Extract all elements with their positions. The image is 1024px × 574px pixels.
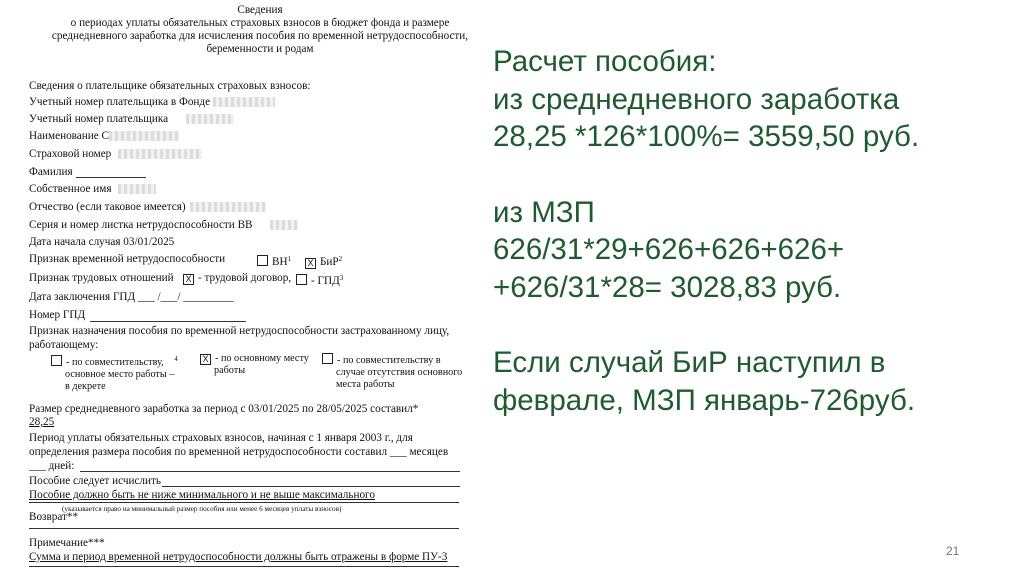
gpd-date: Дата заключения ГПД ___ /___/ _________ bbox=[29, 291, 234, 303]
calc-note-2: феврале, МЗП январь-726руб. bbox=[493, 383, 916, 417]
field-name-org: Наименование С bbox=[29, 130, 109, 142]
checkbox-gpd bbox=[296, 274, 307, 285]
field-first-name: Собственное имя bbox=[29, 183, 112, 195]
scanned-form bbox=[0, 0, 480, 574]
field-patronymic: Отчество (если таковое имеется) bbox=[29, 201, 186, 213]
assign-label: Признак назначения пособия по временной нетрудоспособности застрахованному лицу, bbox=[29, 325, 450, 337]
option-bir: X БиР$^2$ bbox=[305, 253, 342, 269]
refund-label: Возврат** bbox=[29, 511, 79, 523]
period-label: Период уплаты обязательных страховых взносов, начиная с 1 января 2003 г., для bbox=[29, 432, 413, 444]
option-gpd: - ГПД$^3$ bbox=[296, 272, 343, 288]
period-label-3: ___ дней: bbox=[29, 460, 75, 472]
note-text: Сумма и период временной нетрудоспособности должны быть отражены в форме ПУ-3 bbox=[29, 551, 448, 563]
calc-from-avg-earnings: из среднедневного заработка bbox=[493, 82, 900, 116]
checkbox-labor-contract-checked: X bbox=[183, 274, 194, 285]
form-title: Сведения bbox=[237, 4, 283, 16]
page-number: 21 bbox=[946, 544, 960, 558]
field-surname: Фамилия bbox=[29, 166, 73, 178]
calc-avg-formula: 28,25 *126*100%= 3559,50 руб. bbox=[493, 120, 920, 153]
checkbox-vn bbox=[257, 255, 268, 266]
limit-note: (указывается право на минимальный размер пособия или менее 6 месяцев уплаты взносов) bbox=[62, 505, 342, 513]
field-case-start: Дата начала случая 03/01/2025 bbox=[29, 236, 175, 248]
assign-label-2: работающему: bbox=[29, 339, 99, 351]
payer-header: Сведения о плательщике обязательных страховых взносов: bbox=[29, 80, 311, 92]
field-payer-number-fund: Учетный номер плательщика в Фонде bbox=[29, 96, 211, 108]
avg-earnings-label: Размер среднедневного заработка за период с 03/01/2025 по 28/05/2025 составил* bbox=[29, 403, 419, 415]
calculation-text bbox=[493, 43, 1013, 419]
form-title-line: беременности и родам bbox=[206, 43, 314, 55]
field-sick-leave-number: Серия и номер листка нетрудоспособности ВВ bbox=[29, 219, 253, 231]
checkbox-bir-checked: X bbox=[305, 258, 316, 269]
checkbox-assign-2-checked: X bbox=[200, 354, 211, 365]
calc-note-1: Если случай БиР наступил в bbox=[493, 346, 886, 379]
assign-option-1: - по совместительству, $^4$ основное место работы – в декрете bbox=[51, 353, 178, 393]
option-vn: $ВН^1$ bbox=[257, 253, 291, 269]
option-labor-contract: X - трудовой договор, bbox=[183, 272, 291, 285]
form-title-line: среднедневного заработка для исчисления пособия по временной нетрудоспособности, bbox=[51, 30, 469, 42]
field-payer-number: Учетный номер плательщика bbox=[29, 113, 169, 125]
calc-heading: Расчет пособия: bbox=[493, 45, 717, 78]
note-label: Примечание*** bbox=[29, 537, 105, 549]
checkbox-assign-1 bbox=[51, 355, 62, 366]
checkbox-assign-3 bbox=[322, 353, 333, 364]
labor-relations-label: Признак трудовых отношений bbox=[29, 272, 174, 284]
temp-disability-label: Признак временной нетрудоспособности bbox=[29, 253, 226, 265]
calc-mzp-formula-1: 626/31*29+626+626+626+ bbox=[493, 233, 845, 266]
period-label-2: определения размера пособия по временной нетрудоспособности составил ___ месяцев bbox=[29, 446, 449, 458]
assign-option-2: X - по основному месту работы bbox=[200, 353, 309, 377]
calc-label: Пособие следует исчислить bbox=[29, 475, 161, 487]
gpd-number: Номер ГПД bbox=[29, 309, 86, 321]
calc-from-mzp: из МЗП bbox=[493, 195, 595, 229]
avg-earnings-value: 28,25 bbox=[29, 416, 55, 428]
field-insurance-number: Страховой номер bbox=[29, 148, 112, 160]
limit-label: Пособие должно быть не ниже минимального и не выше максимального bbox=[29, 489, 375, 501]
assign-option-3: - по совместительству в случае отсутствия основного места работы bbox=[322, 353, 462, 391]
form-title-line: о периодах уплаты обязательных страховых взносов в бюджет фонда и размере bbox=[70, 17, 450, 29]
calc-mzp-formula-2: +626/31*28= 3028,83 руб. bbox=[493, 270, 842, 304]
